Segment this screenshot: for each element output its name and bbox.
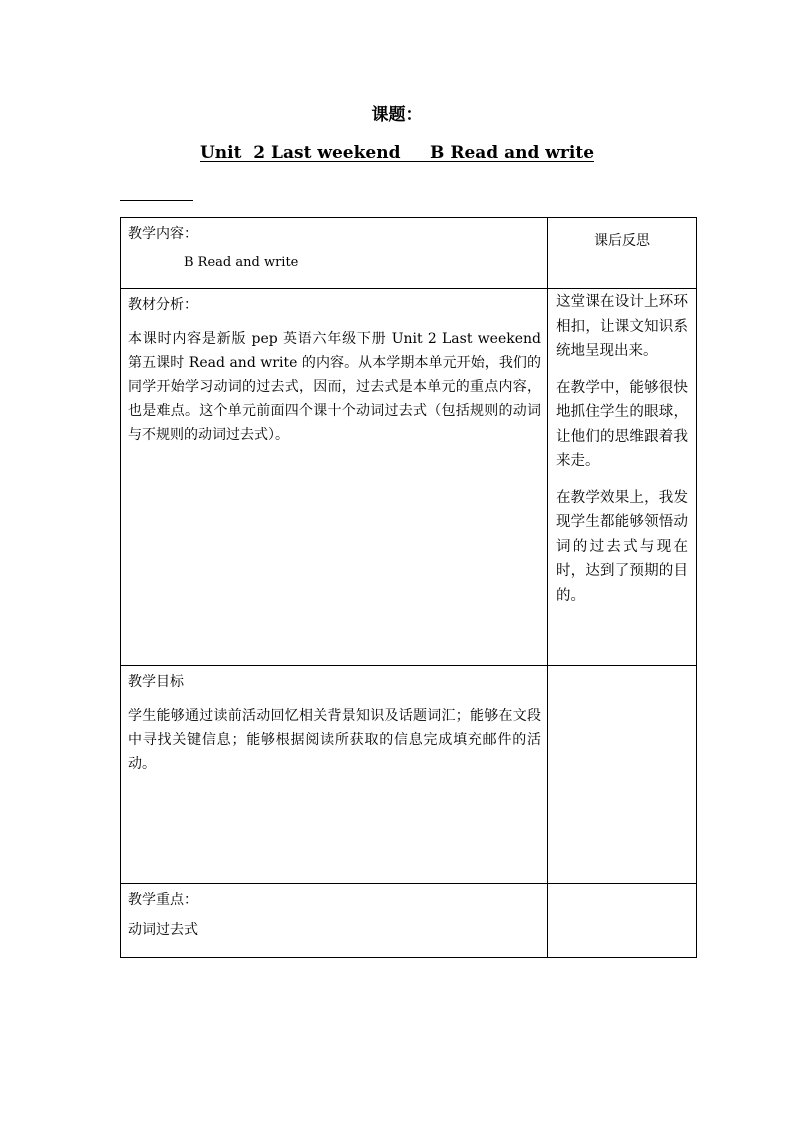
analysis-text: 本课时内容是新版 pep 英语六年级下册 Unit 2 Last weekend 第五课时 Read and write 的内容。从本学期本单元开始，我们的同学开始学习动词的过去式，因而，过去式是本单元的重点内容，也是难点。这个单元前面四个课十个动词过去式（包括规则的动词与不规则的动词过去式）。 [128,331,541,443]
reflection-header-cell [548,218,697,289]
table-row [121,884,697,958]
reflection-paragraph: 这堂课在设计上环环相扣，让课文知识系统地呈现出来。 [556,294,688,359]
reflection-cell [548,289,697,666]
empty-cell [548,884,697,958]
key-points-text: 动词过去式 [128,922,198,938]
lesson-subtitle: Unit 2 Last weekend B Read and write [199,143,595,163]
lesson-plan-table [120,217,697,958]
reflection-header: 课后反思 [594,233,650,249]
content-value: B Read and write [184,255,299,270]
key-points-label: 教学重点： [128,892,198,908]
objectives-label: 教学目标 [128,674,184,690]
short-rule [120,200,193,201]
objectives-text: 学生能够通过读前活动回忆相关背景知识及话题词汇；能够在文段中寻找关键信息；能够根据阅读所获取的信息完成填充邮件的活动。 [128,708,541,772]
page-title: 课题： [371,105,423,125]
content-cell [121,218,548,289]
table-row [121,666,697,884]
analysis-label: 教材分析： [128,297,198,313]
objectives-cell [121,666,548,884]
table-row [121,218,697,289]
reflection-paragraph: 在教学效果上，我发现学生都能够领悟动词的过去式与现在时，达到了预期的目的。 [556,489,688,604]
analysis-cell [121,289,548,666]
content-label: 教学内容： [128,226,198,242]
empty-cell [548,666,697,884]
key-points-cell [121,884,548,958]
reflection-paragraph: 在教学中，能够很快地抓住学生的眼球，让他们的思维跟着我来走。 [556,379,688,469]
table-row [121,289,697,666]
